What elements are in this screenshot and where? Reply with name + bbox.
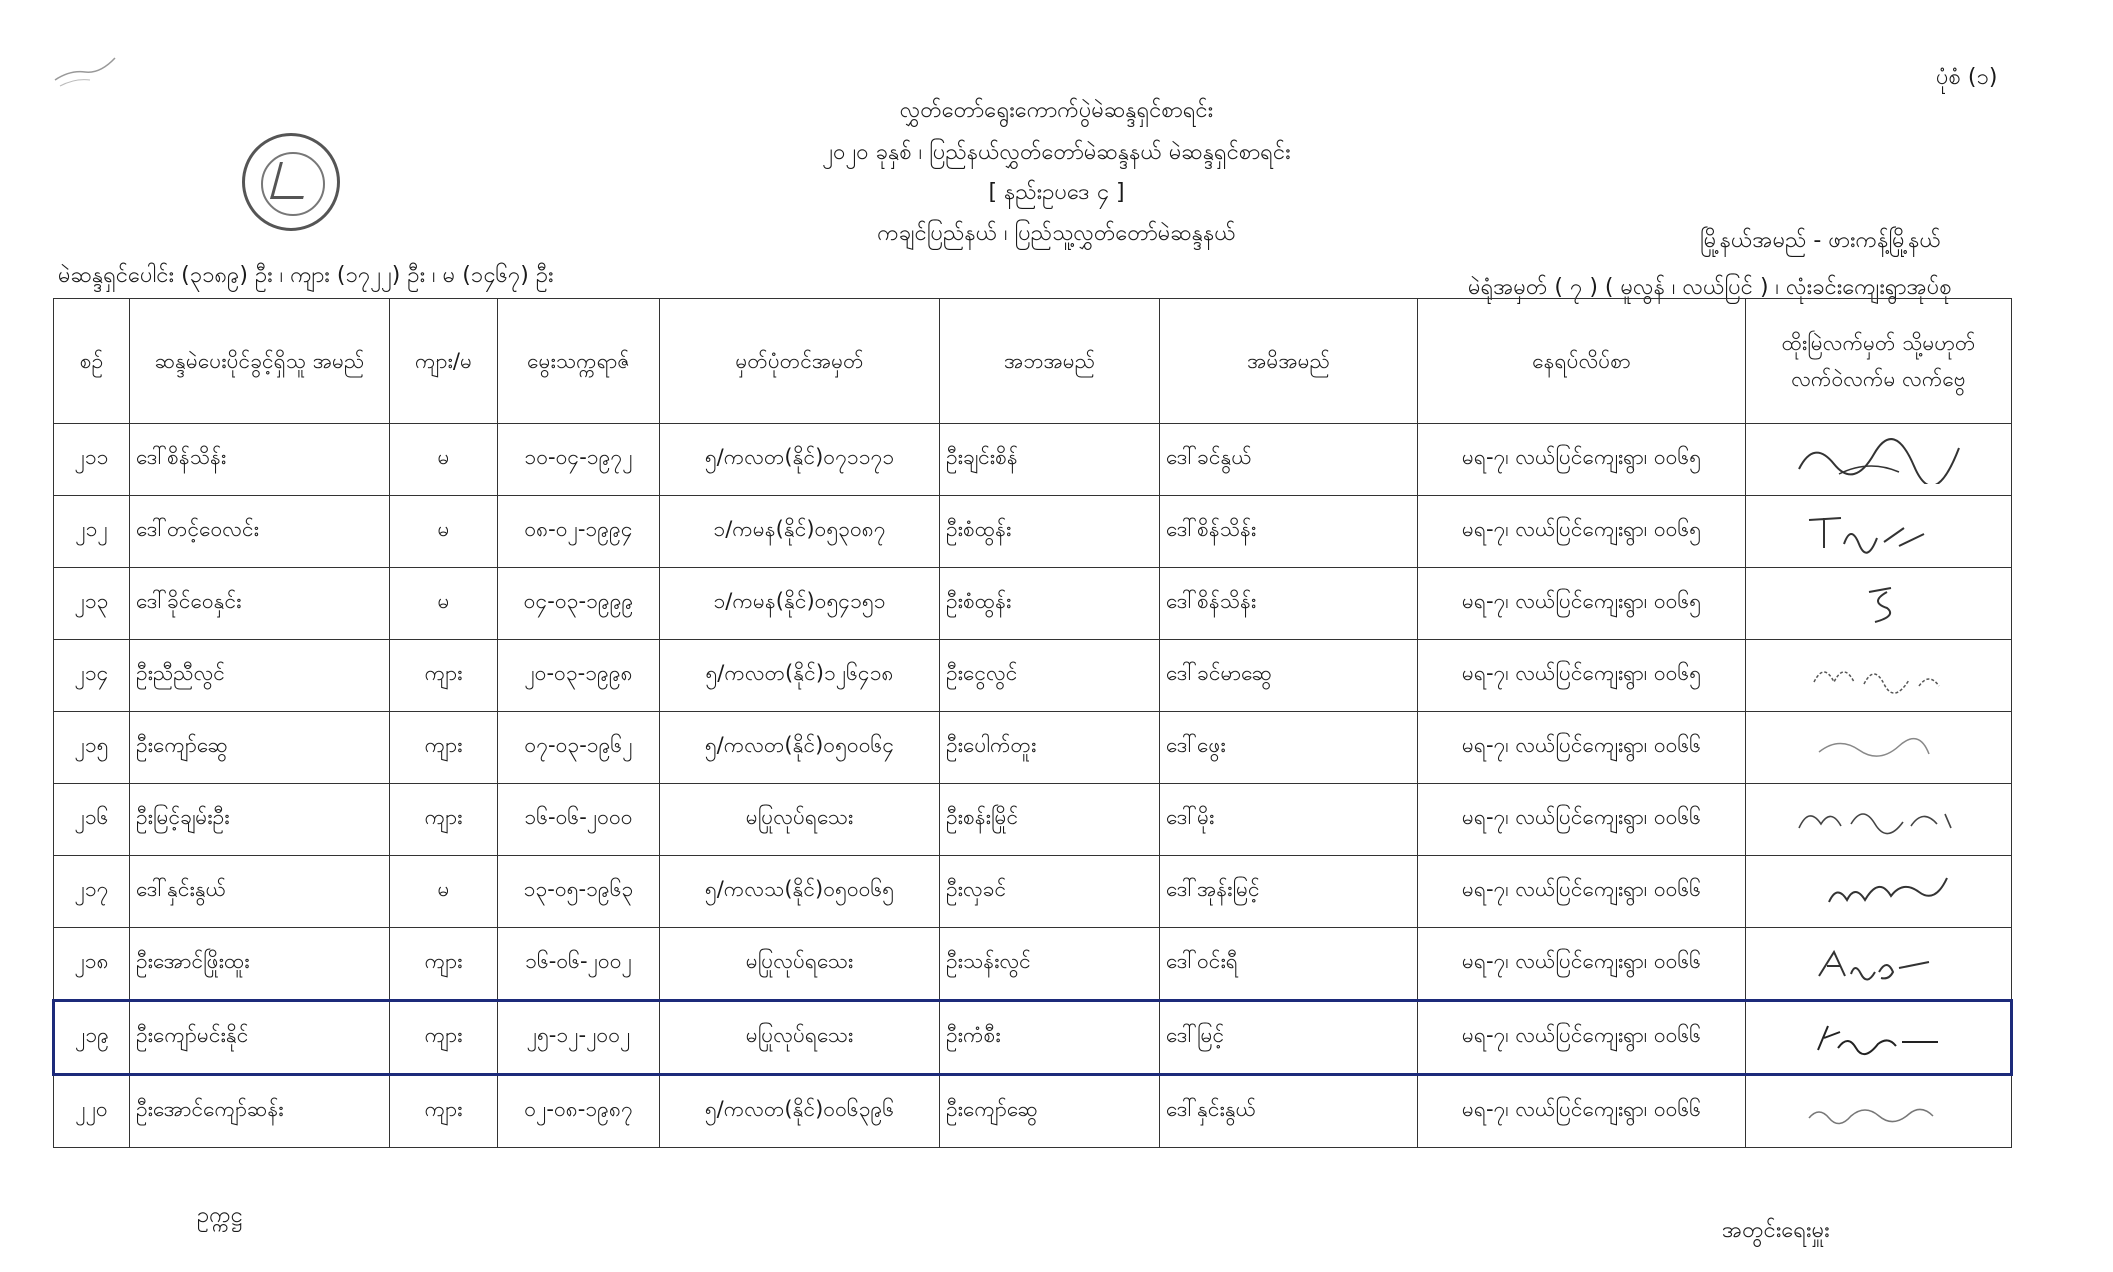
- row-gender: ကျား: [390, 639, 498, 711]
- handwritten-signature: [1779, 866, 1979, 916]
- voter-totals: မဲဆန္ဒရှင်ပေါင်း (၃၁၈၉) ဦး ၊ ကျား (၁၇၂၂) ဦး ၊ မ (၁၄၆၇) ဦး: [58, 263, 554, 288]
- row-address: မရ-၇၊ လယ်ပြင်ကျေးရွာ၊ ၀၀၆၅: [1418, 495, 1746, 567]
- header-address: နေရပ်လိပ်စာ: [1418, 299, 1746, 424]
- row-nrc: မပြုလုပ်ရသေး: [660, 1000, 940, 1074]
- row-gender: ကျား: [390, 927, 498, 1000]
- row-no: ၂၁၇: [54, 855, 130, 927]
- row-nrc: ၅/ကလတ(နိုင်)၀၅၀၀၆၄: [660, 711, 940, 783]
- row-no: ၂၁၆: [54, 783, 130, 855]
- row-nrc: ၅/ကလတ(နိုင်)၁၂၆၄၁၈: [660, 639, 940, 711]
- handwritten-signature: [1779, 794, 1979, 844]
- row-gender: ကျား: [390, 783, 498, 855]
- row-address: မရ-၇၊ လယ်ပြင်ကျေးရွာ၊ ၀၀၆၆: [1418, 1000, 1746, 1074]
- row-name: ဦးအောင်ဖြိုးထူး: [130, 927, 390, 1000]
- handwritten-signature: [1779, 506, 1979, 556]
- table-row: [54, 567, 2012, 639]
- row-signature: [1746, 783, 2012, 855]
- row-address: မရ-၇၊ လယ်ပြင်ကျေးရွာ၊ ၀၀၆၅: [1418, 639, 1746, 711]
- handwritten-signature: [1779, 722, 1979, 772]
- table-row: [54, 927, 2012, 1000]
- row-no: ၂၂၀: [54, 1074, 130, 1147]
- table-row: [54, 639, 2012, 711]
- row-father: ဦးသန်းလွင်: [940, 927, 1160, 1000]
- handwritten-signature: [1779, 434, 1979, 484]
- row-name: ဦးကျော်မင်းနိုင်: [130, 1000, 390, 1074]
- row-signature: [1746, 927, 2012, 1000]
- row-name: ဒေါ်တင့်ဝေလင်း: [130, 495, 390, 567]
- row-address: မရ-၇၊ လယ်ပြင်ကျေးရွာ၊ ၀၀၆၆: [1418, 711, 1746, 783]
- row-father: ဦးစန်းမြိုင်: [940, 783, 1160, 855]
- row-dob: ၀၄-၀၃-၁၉၉၉: [498, 567, 660, 639]
- row-gender: ကျား: [390, 711, 498, 783]
- header-name: ဆန္ဒမဲပေးပိုင်ခွင့်ရှိသူ အမည်: [130, 299, 390, 424]
- row-address: မရ-၇၊ လယ်ပြင်ကျေးရွာ၊ ၀၀၆၆: [1418, 927, 1746, 1000]
- row-signature: [1746, 424, 2012, 496]
- row-dob: ၀၇-၀၃-၁၉၆၂: [498, 711, 660, 783]
- row-nrc: မပြုလုပ်ရသေး: [660, 927, 940, 1000]
- row-signature: [1746, 567, 2012, 639]
- row-no: ၂၁၉: [54, 1000, 130, 1074]
- handwritten-signature: [1779, 578, 1979, 628]
- row-signature: [1746, 1074, 2012, 1147]
- row-mother: ဒေါ်ဖွေး: [1160, 711, 1418, 783]
- row-father: ဦးကျော်ဆွေ: [940, 1074, 1160, 1147]
- header-dob: မွေးသက္ကရာဇ်: [498, 299, 660, 424]
- header-mother: အမိအမည်: [1160, 299, 1418, 424]
- table-row: [54, 495, 2012, 567]
- handwritten-signature: [1778, 1012, 1978, 1062]
- row-mother: ဒေါ်ဝင်းရီ: [1160, 927, 1418, 1000]
- row-address: မရ-၇၊ လယ်ပြင်ကျေးရွာ၊ ၀၀၆၅: [1418, 424, 1746, 496]
- row-gender: ကျား: [390, 1000, 498, 1074]
- row-mother: ဒေါ်မိုး: [1160, 783, 1418, 855]
- handwritten-signature: [1779, 650, 1979, 700]
- row-father: ဦးစံထွန်း: [940, 495, 1160, 567]
- row-dob: ၀၈-၀၂-၁၉၉၄: [498, 495, 660, 567]
- row-no: ၂၁၁: [54, 424, 130, 496]
- row-nrc: မပြုလုပ်ရသေး: [660, 783, 940, 855]
- row-no: ၂၁၃: [54, 567, 130, 639]
- row-name: ဦးကျော်ဆွေ: [130, 711, 390, 783]
- row-no: ၂၁၅: [54, 711, 130, 783]
- table-header-row: [54, 299, 2012, 424]
- voter-list-table: [52, 298, 2013, 1148]
- table-row-highlighted: [54, 1000, 2012, 1074]
- row-name: ဦးညီညီလွင်: [130, 639, 390, 711]
- table-row: [54, 711, 2012, 783]
- row-signature: [1746, 855, 2012, 927]
- row-nrc: ၅/ကလတ(နိုင်)၀၀၆၃၉၆: [660, 1074, 940, 1147]
- row-nrc: ၁/ကမန(နိုင်)၀၅၄၁၅၁: [660, 567, 940, 639]
- page-number: ပုံစံ (၁): [1936, 65, 1998, 90]
- scribble-mark: [50, 50, 120, 90]
- township-name: မြို့နယ်အမည် - ဖားကန့်မြို့နယ်: [1700, 228, 1941, 253]
- row-father: ဦးလှခင်: [940, 855, 1160, 927]
- row-gender: မ: [390, 567, 498, 639]
- row-address: မရ-၇၊ လယ်ပြင်ကျေးရွာ၊ ၀၀၆၆: [1418, 1074, 1746, 1147]
- row-dob: ၁၆-၀၆-၂၀၀၂: [498, 927, 660, 1000]
- header-gender: ကျား/မ: [390, 299, 498, 424]
- table-row: [54, 783, 2012, 855]
- table-row: [54, 1074, 2012, 1147]
- row-dob: ၂၅-၁၂-၂၀၀၂: [498, 1000, 660, 1074]
- row-dob: ၂၀-၀၃-၁၉၉၈: [498, 639, 660, 711]
- row-no: ၂၁၂: [54, 495, 130, 567]
- header-constituency: ကချင်ပြည်နယ် ၊ ပြည်သူ့လွှတ်တော်မဲဆန္ဒနယ်: [877, 221, 1236, 246]
- row-gender: ကျား: [390, 1074, 498, 1147]
- header-rule: [ နည်းဥပဒေ ၄ ]: [988, 180, 1125, 205]
- row-dob: ၁၆-၀၆-၂၀၀၀: [498, 783, 660, 855]
- row-signature: [1746, 711, 2012, 783]
- row-mother: ဒေါ်မြင့်: [1160, 1000, 1418, 1074]
- handwritten-signature: [1779, 938, 1979, 988]
- row-name: ဒေါ်နှင်းနွယ်: [130, 855, 390, 927]
- handwritten-signature: [1779, 1086, 1979, 1136]
- row-gender: မ: [390, 495, 498, 567]
- polling-station: မဲရုံအမှတ် ( ၇ ) ( မူလွန် ၊ လယ်ပြင် ) ၊ လုံးခင်းကျေးရွာအုပ်စု: [1468, 275, 1952, 300]
- row-father: ဦးကံစီး: [940, 1000, 1160, 1074]
- row-address: မရ-၇၊ လယ်ပြင်ကျေးရွာ၊ ၀၀၆၅: [1418, 567, 1746, 639]
- row-nrc: ၅/ကလတ(နိုင်)၀၇၁၁၇၁: [660, 424, 940, 496]
- row-signature: [1746, 639, 2012, 711]
- row-father: ဦးချင်းစိန်: [940, 424, 1160, 496]
- row-father: ဦးပေါက်တူး: [940, 711, 1160, 783]
- row-gender: မ: [390, 855, 498, 927]
- header-nrc: မှတ်ပုံတင်အမှတ်: [660, 299, 940, 424]
- footer-chairman: ဥက္ကဋ္ဌ: [197, 1203, 243, 1228]
- table-row: [54, 855, 2012, 927]
- header-signature: ထိုးမြဲလက်မှတ် သို့မဟုတ် လက်ဝဲလက်မ လက်ဗွေ: [1746, 299, 2012, 424]
- row-signature: [1746, 1000, 2012, 1074]
- row-mother: ဒေါ်စိန်သိန်း: [1160, 567, 1418, 639]
- row-no: ၂၁၄: [54, 639, 130, 711]
- row-gender: မ: [390, 424, 498, 496]
- row-name: ဒေါ်ခိုင်ဝေနှင်း: [130, 567, 390, 639]
- row-no: ၂၁၈: [54, 927, 130, 1000]
- header-father: အဘအမည်: [940, 299, 1160, 424]
- table-row: [54, 424, 2012, 496]
- row-nrc: ၁/ကမန(နိုင်)၀၅၃၀၈၇: [660, 495, 940, 567]
- row-father: ဦးစံထွန်း: [940, 567, 1160, 639]
- row-signature: [1746, 495, 2012, 567]
- row-address: မရ-၇၊ လယ်ပြင်ကျေးရွာ၊ ၀၀၆၆: [1418, 783, 1746, 855]
- row-mother: ဒေါ်စိန်သိန်း: [1160, 495, 1418, 567]
- row-mother: ဒေါ်ခင်မာဆွေ: [1160, 639, 1418, 711]
- row-dob: ၁၃-၀၅-၁၉၆၃: [498, 855, 660, 927]
- row-name: ဒေါ်စိန်သိန်း: [130, 424, 390, 496]
- row-dob: ၁၀-၀၄-၁၉၇၂: [498, 424, 660, 496]
- header-subtitle: ၂၀၂၀ ခုနှစ် ၊ ပြည်နယ်လွှတ်တော်မဲဆန္ဒနယ် မဲဆန္ဒရှင်စာရင်း: [822, 140, 1291, 165]
- row-mother: ဒေါ်အုန်းမြင့်: [1160, 855, 1418, 927]
- row-mother: ဒေါ်ခင်နွယ်: [1160, 424, 1418, 496]
- footer-secretary: အတွင်းရေးမှူး: [1722, 1218, 1830, 1243]
- row-name: ဦးမြင့်ချမ်းဦး: [130, 783, 390, 855]
- row-address: မရ-၇၊ လယ်ပြင်ကျေးရွာ၊ ၀၀၆၆: [1418, 855, 1746, 927]
- row-name: ဦးအောင်ကျော်ဆန်း: [130, 1074, 390, 1147]
- row-nrc: ၅/ကလသ(နိုင်)၀၅၀၀၆၅: [660, 855, 940, 927]
- row-father: ဦးငွေလွင်: [940, 639, 1160, 711]
- row-mother: ဒေါ်နှင်းနွယ်: [1160, 1074, 1418, 1147]
- row-dob: ၀၂-၀၈-၁၉၈၇: [498, 1074, 660, 1147]
- header-no: စဉ်: [54, 299, 130, 424]
- header-title: လွှတ်တော်ရွေးကောက်ပွဲမဲဆန္ဒရှင်စာရင်း: [899, 98, 1214, 123]
